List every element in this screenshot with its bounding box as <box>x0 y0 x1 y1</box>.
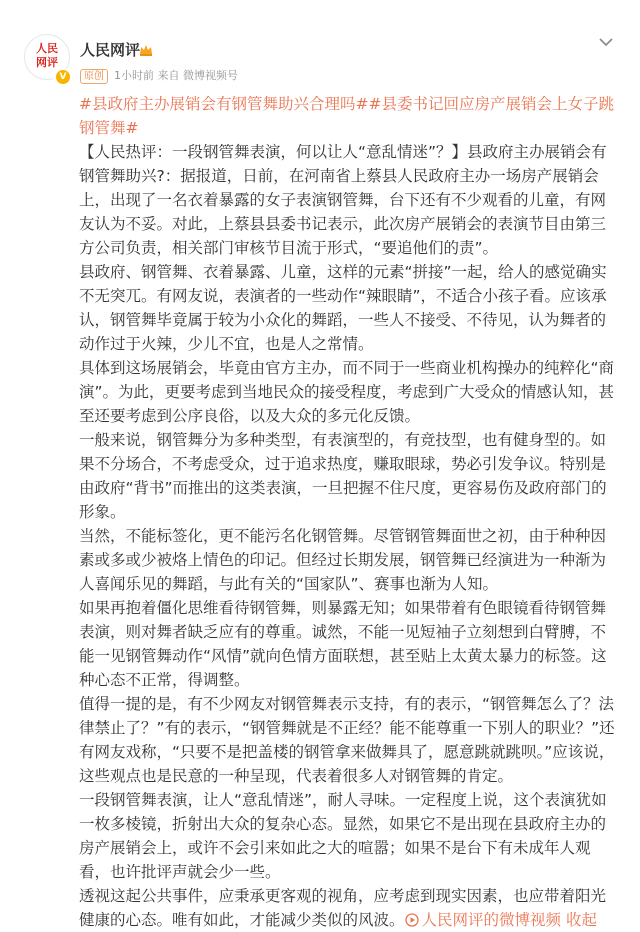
video-link-label: 人民网评的微博视频 <box>421 911 562 929</box>
original-badge: 原创 <box>80 69 108 84</box>
post-header <box>0 0 640 92</box>
paragraph: 具体到这场展销会，毕竟由官方主办，而不同于一些商业机构操办的纯粹化“商演”。为此，更要考虑到当地民众的接受程度，考虑到广大受众的情感认知，甚至还要考虑到公序良俗，以及大众的多元化反馈。 <box>79 359 615 425</box>
paragraph: 一段钢管舞表演，让人“意乱情迷”，耐人寻味。一定程度上说，这个表演犹如一枚多棱镜，折射出大众的复杂心态。显然，如果它不是出现在县政府主办的房产展销会上，或许不会引来如此之大的喧嚣；如果不是台下有未成年人观看，也许批评声就会少一些。 <box>79 791 607 881</box>
paragraph: 如果再抱着僵化思维看待钢管舞，则暴露无知；如果带着有色眼镜看待钢管舞表演，则对舞者缺乏应有的尊重。诚然，不能一见短袖子立刻想到白臂膊，不能一见钢管舞动作“风情”就向色情方面联想，甚至贴上太黄太暴力的标签。这种心态不正常，得调整。 <box>79 599 607 689</box>
paragraph-last <box>79 884 619 932</box>
post-time[interactable]: 1小时前 <box>114 69 154 82</box>
topic-hashtags[interactable]: #县政府主办展销会有钢管舞助兴合理吗##县委书记回应房产展销会上女子跳钢管舞# <box>79 95 614 137</box>
verified-badge-icon: V <box>54 68 72 86</box>
paragraph: 【人民热评：一段钢管舞表演，何以让人“意乱情迷”？】县政府主办展销会有钢管舞助兴?：据报道，日前，在河南省上蔡县人民政府主办一场房产展销会上，出现了一名衣着暴露的女子表演钢管舞，台下还有不少观看的儿童，有网友认为不妥。对此，上蔡县县委书记表示，此次房产展销会的表演节目由第三方公司负责，相关部门审核节目流于形式，“要追他们的责”。 <box>79 143 607 257</box>
video-link[interactable] <box>405 911 562 929</box>
post-content <box>79 92 619 932</box>
crown-icon <box>138 42 154 58</box>
paragraph: 县政府、钢管舞、衣着暴露、儿童，这样的元素“拼接”一起，给人的感觉确实不无突兀。有网友说，表演者的一些动作“辣眼睛”，不适合小孩子看。应该承认，钢管舞毕竟属于较为小众化的舞蹈，一些人不接受、不待见，认为舞者的动作过于火辣，少儿不宜，也是人之常情。 <box>79 263 607 353</box>
last-paragraph-text: 透视这起公共事件，应秉承更客观的视角，应考虑到现实因素，也应带着阳光健康的心态。唯有如此，才能减少类似的风波。 <box>79 887 607 929</box>
username[interactable]: 人民网评 <box>80 41 141 59</box>
chevron-down-icon[interactable] <box>598 36 614 48</box>
post-meta <box>80 68 238 84</box>
post-body <box>79 140 619 932</box>
post-source: 来自 微博视频号 <box>157 69 238 82</box>
play-icon <box>405 913 419 927</box>
paragraph: 一般来说，钢管舞分为多种类型，有表演型的，有竞技型，也有健身型的。如果不分场合，不考虑受众，过于追求热度，赚取眼球，势必引发争议。特别是由政府“背书”而推出的这类表演，一旦把握不住尺度，更容易伤及政府部门的形象。 <box>79 431 607 521</box>
collapse-link[interactable]: 收起 <box>565 911 597 929</box>
avatar-logo-line-1: 人民 <box>36 42 58 55</box>
paragraph: 当然，不能标签化，更不能污名化钢管舞。尽管钢管舞面世之初，由于种种因素或多或少被烙上情色的印记。但经过长期发展，钢管舞已经演进为一种渐为人喜闻乐见的舞蹈，与此有关的“国家队”、赛事也渐为人知。 <box>79 527 607 593</box>
avatar-logo-line-2: 网评 <box>36 56 58 69</box>
paragraph: 值得一提的是，有不少网友对钢管舞表示支持，有的表示，“钢管舞怎么了？法律禁止了？”有的表示，“钢管舞就是不正经？能不能尊重一下别人的职业？”还有网友戏称，“只要不是把盖楼的钢管拿来做舞具了，愿意跳就跳呗。”应该说，这些观点也是民意的一种呈现，代表着很多人对钢管舞的肯定。 <box>79 695 615 785</box>
avatar-logo <box>25 42 69 70</box>
